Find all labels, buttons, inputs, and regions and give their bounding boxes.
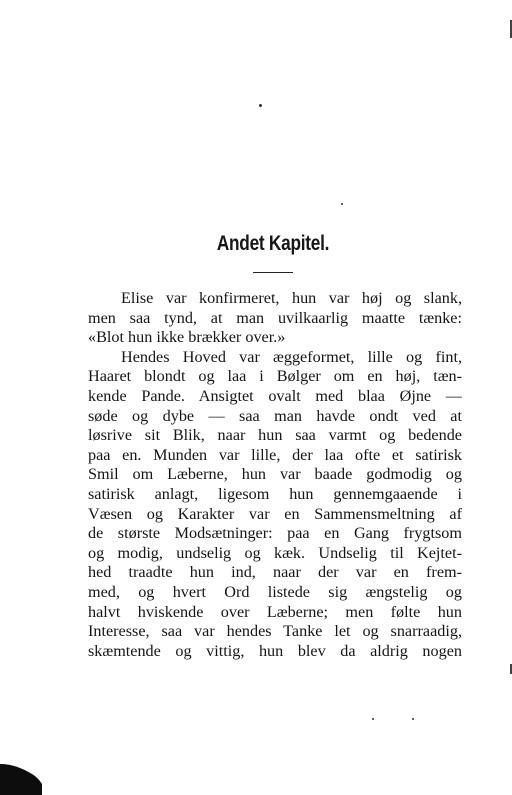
text-line: satirisk anlagt, ligesom hun gennemgaaende i xyxy=(88,484,462,503)
scan-corner-shadow xyxy=(0,754,42,795)
text-line: Elise var konfirmeret, hun var høj og slank, xyxy=(121,289,462,307)
scan-speck xyxy=(372,718,374,720)
text-line: med, og hvert Ord listede sig ængstelig og xyxy=(88,582,462,601)
scan-speck xyxy=(412,718,414,720)
title-rule xyxy=(253,272,293,273)
text-line: Interesse, saa var hendes Tanke let og snarraadig, xyxy=(88,622,462,641)
text-line: halvt hviskende over Læberne; men følte hun xyxy=(88,602,462,621)
text-line: Væsen og Karakter var en Sammensmeltning af xyxy=(88,504,462,523)
text-line: kende Pande. Ansigtet ovalt med blaa Øjne — xyxy=(88,386,462,405)
chapter-title: Andet Kapitel. xyxy=(216,232,330,255)
text-line: søde og dybe — saa man havde ondt ved at xyxy=(88,406,462,425)
text-line: «Blot hun ikke brækker over.» xyxy=(88,328,286,347)
text-line: men saa tynd, at man uvilkaarlig maatte tænke: xyxy=(88,308,462,327)
scan-speck xyxy=(259,104,262,107)
text-line: paa en. Munden var lille, der laa ofte et satirisk xyxy=(88,445,462,464)
text-line: Hendes Hoved var æggeformet, lille og fint, xyxy=(121,347,462,366)
text-line: og modig, undselig og kæk. Undselig til Kejtet- xyxy=(88,543,462,562)
text-line: Haaret blondt og laa i Bølger om en høj, tæn- xyxy=(88,367,462,386)
scan-speck xyxy=(341,203,343,205)
text-line: de største Modsætninger: paa en Gang frygtsom xyxy=(88,524,462,543)
text-line: hed traadte hun ind, naar der var en frem- xyxy=(88,563,462,582)
body-text xyxy=(88,289,462,661)
text-line: løsrive sit Blik, naar hun saa varmt og bedende xyxy=(88,426,462,445)
text-line: skæmtende og vittig, hun blev da aldrig nogen xyxy=(88,641,462,660)
text-line: Smil om Læberne, hun var baade godmodig og xyxy=(88,465,462,484)
